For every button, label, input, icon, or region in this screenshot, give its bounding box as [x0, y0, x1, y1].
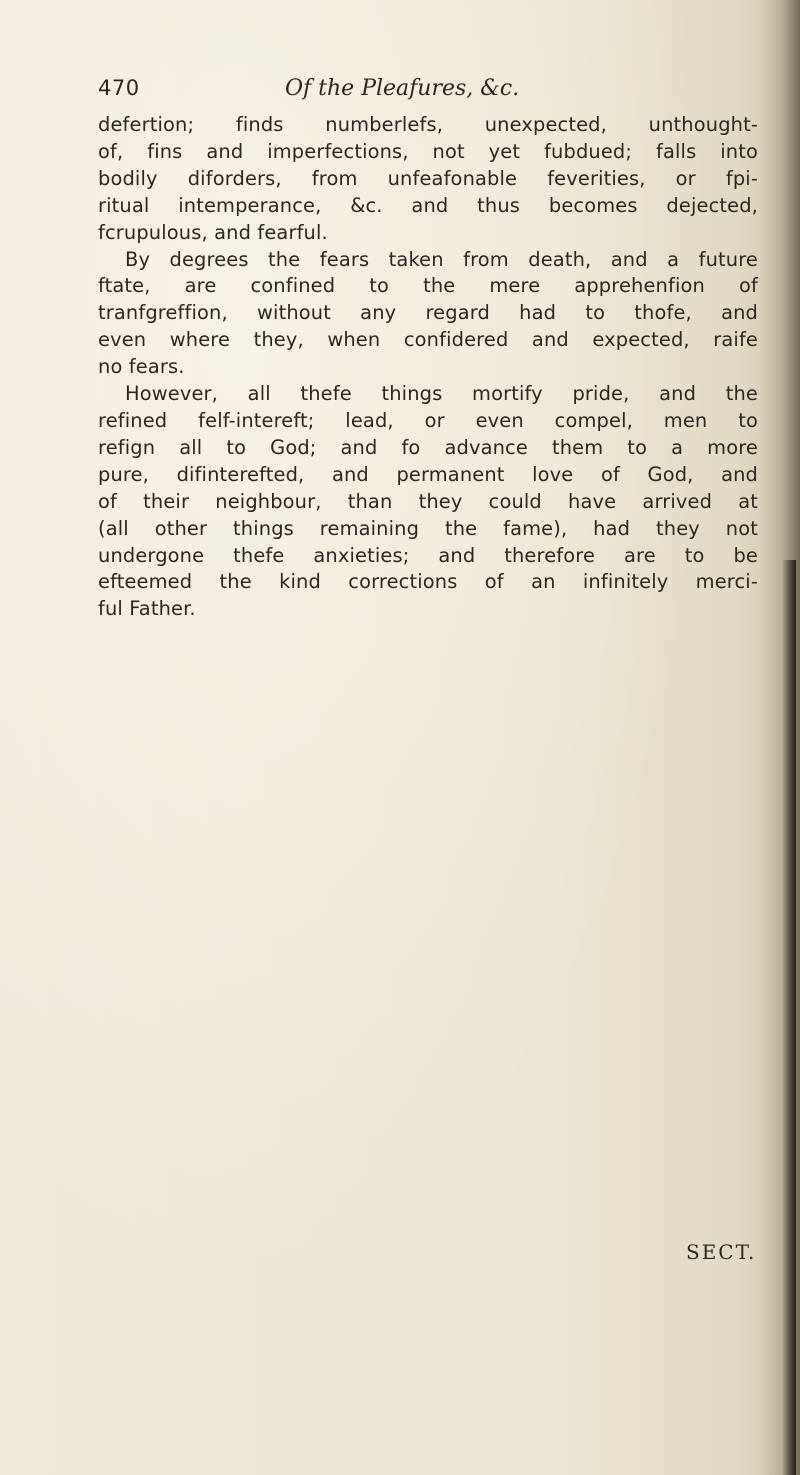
text-line: of, fins and imperfections, not yet fubdued; falls into [98, 139, 758, 163]
paragraph-start: By degrees the fears taken from death, and a future [125, 247, 758, 271]
text-line: undergone thefe anxieties; and therefore are to be [98, 543, 758, 567]
body-text [98, 112, 758, 623]
text-line: ritual intemperance, &c. and thus becomes dejected, [98, 193, 758, 217]
binding-edge [782, 560, 796, 1475]
text-line: ful Father. [98, 597, 196, 621]
text-line: tranfgreffion, without any regard had to thofe, and [98, 301, 758, 325]
text-line: of their neighbour, than they could have arrived at [98, 489, 758, 513]
text-line: efteemed the kind corrections of an infinitely merci- [98, 570, 758, 594]
text-line: bodily diforders, from unfeafonable feverities, or fpi- [98, 166, 758, 190]
text-line: (all other things remaining the fame), had they not [98, 516, 758, 540]
paragraph-start: However, all thefe things mortify pride, and the [125, 382, 758, 406]
text-line: defertion; finds numberlefs, unexpected, unthought- [98, 113, 758, 136]
catchword: SECT. [686, 1240, 757, 1264]
page-number: 470 [98, 76, 140, 100]
text-line: no fears. [98, 355, 185, 379]
running-head: Of the Pleafures, &c. [285, 76, 520, 101]
text-line: fcrupulous, and fearful. [98, 220, 328, 244]
text-line: ftate, are confined to the mere apprehenfion of [98, 274, 758, 298]
text-line: pure, difinterefted, and permanent love of God, and [98, 462, 758, 486]
page-header [98, 76, 698, 106]
text-line: refign all to God; and fo advance them to a more [98, 435, 758, 459]
text-line: refined felf-intereft; lead, or even compel, men to [98, 408, 758, 432]
text-line: even where they, when confidered and expected, raife [98, 328, 758, 352]
